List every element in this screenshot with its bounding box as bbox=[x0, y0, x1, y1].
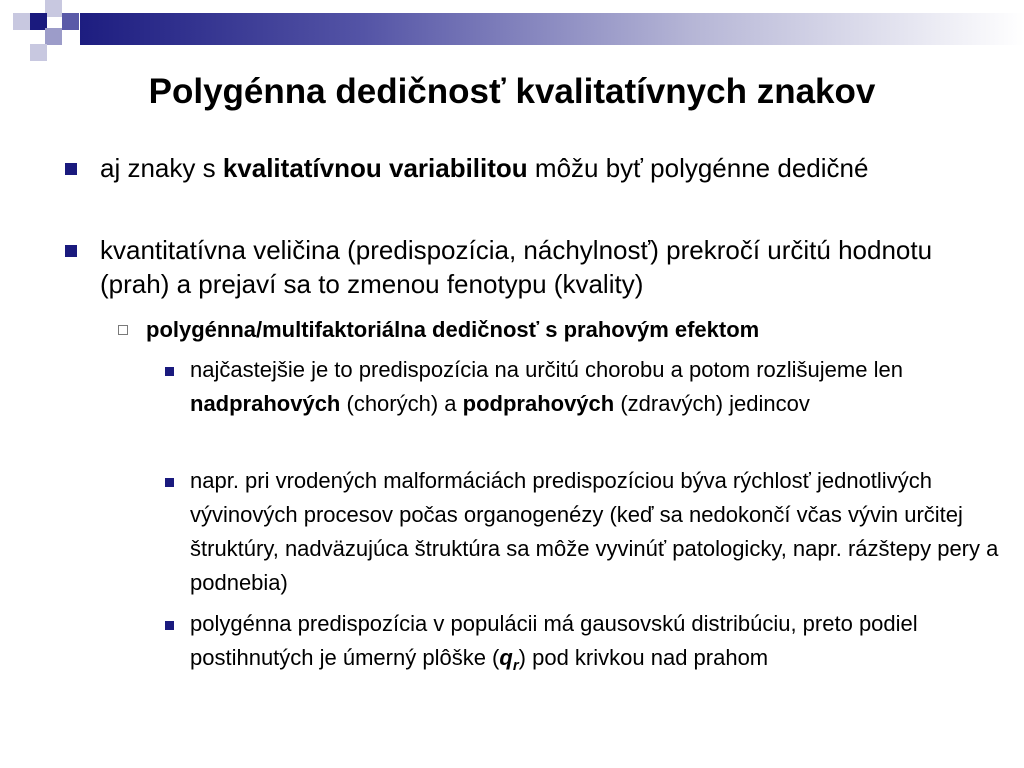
bullet-text: aj znaky s kvalitatívnou variabilitou môžu byť polygénne dedičné bbox=[100, 153, 869, 183]
square-bullet-icon bbox=[165, 367, 174, 376]
sub-sub-bullet-text: napr. pri vrodených malformáciách predispozíciou býva rýchlosť jednotlivých vývinových procesov počas organogenézy (keď sa nedokončí včas vývin určitej štruktúry, nadväzujúca štruktúra sa môže vyvinúť patologicky, napr. rázštepy pery a podnebia) bbox=[190, 468, 999, 595]
square-bullet-icon bbox=[165, 478, 174, 487]
q-symbol: q bbox=[499, 645, 513, 670]
sub-bullet-text: polygénna/multifaktoriálna dedičnosť s prahovým efektom bbox=[146, 317, 760, 342]
decor-square-icon bbox=[62, 13, 79, 30]
r-subscript: r bbox=[512, 657, 519, 674]
decor-square-icon bbox=[45, 28, 62, 45]
square-bullet-icon bbox=[65, 163, 77, 175]
header-gradient-band bbox=[80, 13, 1024, 45]
sub-sub-bullet-text: polygénna predispozícia v populácii má gausovskú distribúciu, preto podiel postihnutých je úmerný plôške $(q_r)$ pod krivkou nad prahom bbox=[190, 611, 918, 674]
bullet-text: kvantitatívna veličina (predispozícia, náchylnosť) prekročí určitú hodnotu (prah) a prejaví sa to zmenou fenotypu (kvality) bbox=[100, 235, 933, 299]
square-bullet-icon bbox=[165, 621, 174, 630]
slide-title: Polygénna dedičnosť kvalitatívnych znakov bbox=[148, 72, 876, 111]
decor-square-icon bbox=[45, 0, 62, 17]
decor-square-icon bbox=[13, 13, 30, 30]
square-bullet-icon bbox=[65, 245, 77, 257]
decor-square-icon bbox=[30, 44, 47, 61]
hollow-square-bullet-icon bbox=[118, 325, 128, 335]
sub-sub-bullet-text: najčastejšie je to predispozícia na určitú chorobu a potom rozlišujeme len nadprahových (chorých) a podprahových (zdravých) jedincov bbox=[190, 357, 903, 416]
